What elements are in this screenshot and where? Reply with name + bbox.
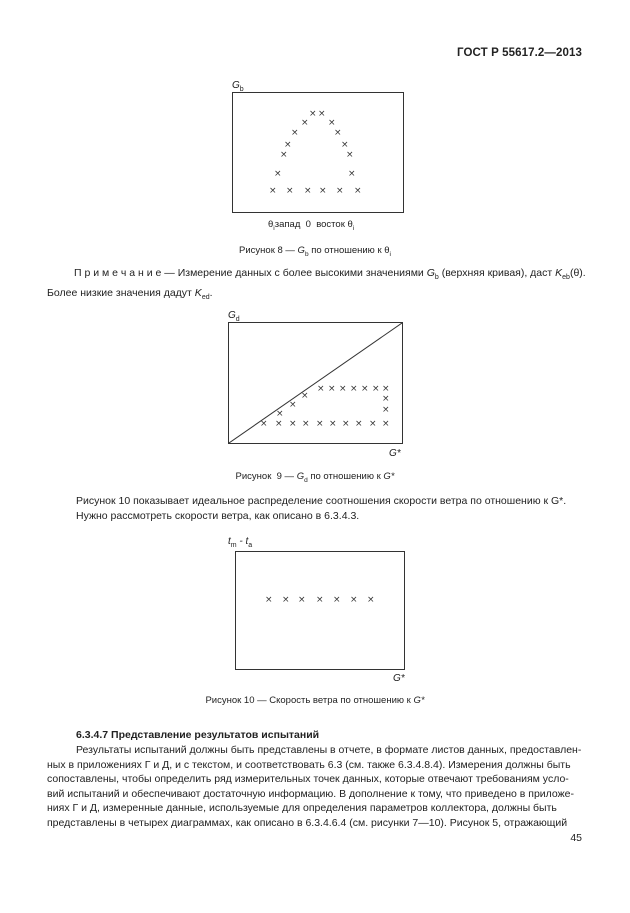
fig8-point: × [291,128,299,138]
figure9-plot [228,322,403,444]
fig9-point: × [342,419,350,429]
fig8-point: × [301,118,309,128]
fig9-point: × [361,384,369,394]
fig10-point: × [282,595,290,605]
fig8-point: × [348,169,356,179]
fig9-point: × [372,384,380,394]
fig8-point: × [274,169,282,179]
figure8-y-label: $G_b$ [232,80,244,93]
fig9-point: × [328,384,336,394]
fig9-point: × [276,409,284,419]
fig8-point: × [286,186,294,196]
fig8-point: × [341,140,349,150]
figure10-markers [236,552,404,669]
fig9-point: × [382,405,390,415]
fig9-point: × [260,419,268,429]
fig8-point: × [319,186,327,196]
fig9-point: × [275,419,283,429]
fig10-point: × [298,595,306,605]
fig9-point: × [317,384,325,394]
fig8-point: × [334,128,342,138]
fig9-point: × [355,419,363,429]
fig9-point: × [302,419,310,429]
fig9-point: × [316,419,324,429]
fig10-point: × [316,595,324,605]
figure8-markers [233,93,403,212]
fig8-point: × [269,186,277,196]
fig9-point: × [382,384,390,394]
fig8-point: × [309,109,317,119]
fig10-point: × [350,595,358,605]
figure9-graphics [229,323,402,443]
fig8-point: × [354,186,362,196]
fig8-point: × [346,150,354,160]
fig9-point: × [329,419,337,429]
page-number: 45 [570,832,582,844]
figure10-y-label: $t_m - t_a$ [228,536,253,549]
section-line: вий испытаний и обеспечивают достаточную информацию. В дополнение к тому, что приведено в приложе- [47,787,574,800]
document-header: ГОСТ Р 55617.2—2013 [457,47,582,59]
section-line: представлены в четырех диаграммах, как описано в 6.3.4.6.4 (см. рисунки 7—10). Рисунок 5, отражающий [47,816,568,829]
fig9-point: × [350,384,358,394]
fig8-point: × [336,186,344,196]
fig8-point: × [280,150,288,160]
figure8-caption: Рисунок 8 — $G_b$ по отношению к $\theta_i$ [239,245,391,258]
section-heading: 6.3.4.7 Представление результатов испытаний [76,729,320,741]
figure8-plot [232,92,404,213]
figure10-caption: Рисунок 10 — Скорость ветра по отношению к G* [205,695,425,706]
figure9-x-label: G* [389,448,401,459]
figure10-plot [235,551,405,670]
fig9-point: × [382,419,390,429]
figure9-y-label: $G_d$ [228,310,240,323]
note-label: П р и м е ч а н и е [74,267,162,279]
fig8-point: × [318,109,326,119]
figure10-x-label: G* [393,673,405,684]
figure8-axis-label: $\theta_iзапад$ 0 восток $\theta_i$ [268,219,355,232]
fig8-point: × [284,140,292,150]
section-line: ниях Г и Д, измеренные данные, используемые для определения параметров коллектора, должны быть [47,802,557,814]
fig10-point: × [367,595,375,605]
figure9-caption: Рисунок 9 — $G_d$ по отношению к G* [235,471,395,484]
fig9-point: × [301,391,309,401]
paragraph-wind-speed: Рисунок 10 показывает идеальное распределение соотношения скорости ветра по отношению к G*. Нужно рассмотреть скорости ветра, как описано в 6.3.4.3. [76,495,567,522]
fig8-point: × [328,118,336,128]
note-block: П р и м е ч а н и е — Измерение данных с более высокими значениями $G_b$ (верхняя кривая), даст $K_{eb}(\theta)$. Более низкие значения дадут $K_{ed}$. [47,267,586,301]
fig9-point: × [369,419,377,429]
section-line: Результаты испытаний должны быть представлены в отчете, в формате листов данных, предоставлен- [76,744,582,756]
section-line: ных в приложениях Г и Д, и с текстом, и соответствовать 6.3 (см. также 6.3.4.8.4). Измерения должны быть [47,758,571,771]
fig9-point: × [289,419,297,429]
fig9-point: × [289,400,297,410]
fig10-point: × [265,595,273,605]
fig8-point: × [304,186,312,196]
fig10-point: × [333,595,341,605]
section-line: сопоставлены, чтобы определить ряд измерительных точек данных, которые отвечают требованиям усло- [47,773,569,785]
fig9-point: × [339,384,347,394]
section-body [47,743,586,830]
fig9-point: × [382,394,390,404]
